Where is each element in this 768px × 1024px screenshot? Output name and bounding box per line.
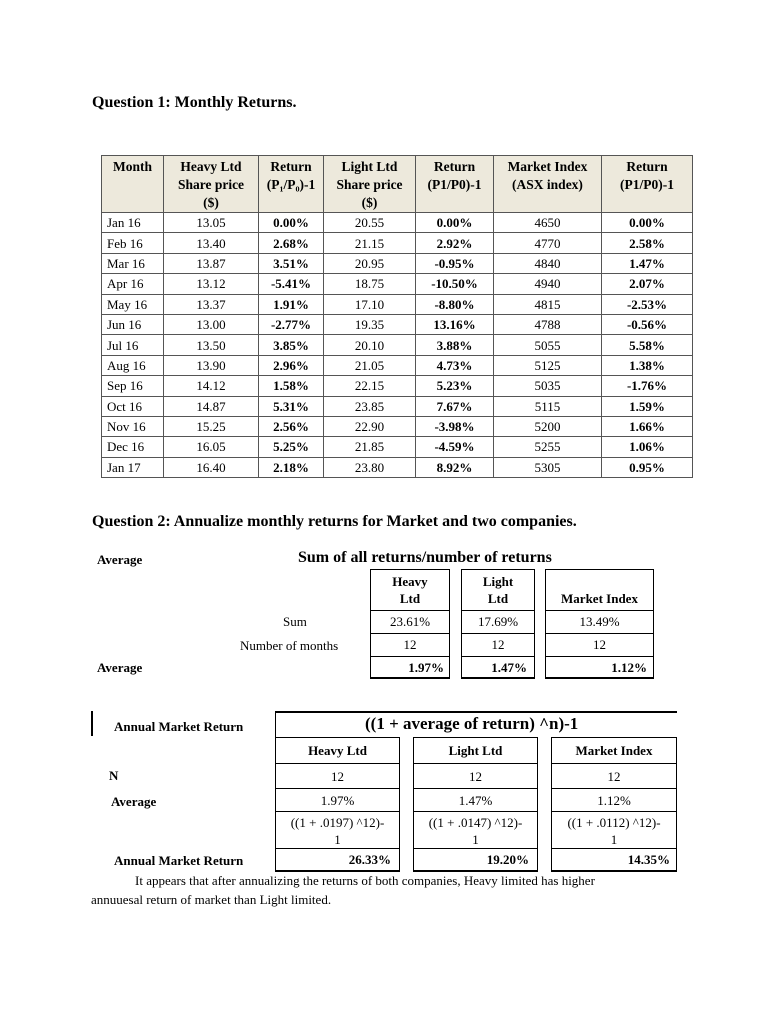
- formula-market-line1: ((1 + .0112) ^12)-: [567, 815, 661, 830]
- table-cell: 3.85%: [259, 335, 324, 355]
- avg-col-heavy: [370, 569, 450, 611]
- annual-average-label: Average: [111, 794, 157, 809]
- table-cell: Sep 16: [102, 376, 164, 396]
- annual-formula-market: [551, 811, 677, 849]
- text-cursor-bar: [91, 711, 93, 736]
- table-cell: 21.15: [324, 233, 416, 253]
- annual-result-light: 19.20%: [413, 848, 538, 872]
- table-cell: 4.73%: [416, 355, 494, 375]
- table-cell: 8.92%: [416, 457, 494, 477]
- table-cell: 5200: [494, 416, 602, 436]
- annual-col-heavy: Heavy Ltd: [275, 737, 400, 764]
- table-cell: 3.51%: [259, 253, 324, 273]
- table-cell: 5.25%: [259, 437, 324, 457]
- table-cell: Oct 16: [102, 396, 164, 416]
- table-cell: 19.35: [324, 314, 416, 334]
- table-cell: 17.10: [324, 294, 416, 314]
- table-cell: 5.58%: [602, 335, 693, 355]
- annual-formula-heavy: [275, 811, 400, 849]
- avg-col-heavy-line1: Heavy: [392, 574, 428, 589]
- formula-heavy-line2: 1: [334, 832, 341, 847]
- table-cell: 1.47%: [602, 253, 693, 273]
- table-row: [102, 437, 693, 457]
- table-row: [102, 376, 693, 396]
- table-cell: 20.10: [324, 335, 416, 355]
- table-cell: 16.05: [164, 437, 259, 457]
- average-formula-title: Sum of all returns/number of returns: [298, 549, 552, 566]
- table-cell: 0.00%: [416, 213, 494, 233]
- annual-avg-heavy: 1.97%: [275, 788, 400, 812]
- table-row: [102, 355, 693, 375]
- table-cell: Feb 16: [102, 233, 164, 253]
- table-cell: 1.58%: [259, 376, 324, 396]
- n-label: N: [109, 768, 119, 783]
- header-col-3-line-0: Light Ltd: [341, 159, 398, 174]
- header-col-2-line-0: Return: [270, 159, 312, 174]
- table-cell: 2.18%: [259, 457, 324, 477]
- table-cell: -1.76%: [602, 376, 693, 396]
- table-row: [102, 253, 693, 273]
- table-cell: -2.77%: [259, 314, 324, 334]
- table-cell: 5.31%: [259, 396, 324, 416]
- table-cell: 14.12: [164, 376, 259, 396]
- table-cell: 5255: [494, 437, 602, 457]
- table-row: [102, 416, 693, 436]
- header-col-1-line-1: Share price: [177, 177, 245, 192]
- table-cell: Jul 16: [102, 335, 164, 355]
- table-cell: 2.07%: [602, 274, 693, 294]
- table-cell: 5035: [494, 376, 602, 396]
- n-light: 12: [413, 763, 538, 789]
- table-cell: 0.00%: [259, 213, 324, 233]
- header-col-1-line-2: ($): [203, 195, 219, 210]
- table-cell: 1.66%: [602, 416, 693, 436]
- header-col-6-line-1: (P1/P0)-1: [620, 177, 674, 192]
- table-cell: 2.92%: [416, 233, 494, 253]
- table-row: [102, 294, 693, 314]
- formula-light-line1: ((1 + .0147) ^12)-: [428, 815, 523, 830]
- n-heavy: 12: [275, 763, 400, 789]
- table-cell: 2.96%: [259, 355, 324, 375]
- formula-market-line2: 1: [610, 832, 618, 847]
- question-1-title: Question 1: Monthly Returns.: [92, 94, 297, 111]
- table-cell: 5125: [494, 355, 602, 375]
- table-row: [102, 396, 693, 416]
- table-cell: Mar 16: [102, 253, 164, 273]
- annual-formula-title: ((1 + average of return) ^n)-1: [365, 714, 579, 733]
- table-cell: 18.75: [324, 274, 416, 294]
- annual-left-rule: [275, 711, 276, 738]
- table-cell: 7.67%: [416, 396, 494, 416]
- table-row: [102, 213, 693, 233]
- table-cell: Dec 16: [102, 437, 164, 457]
- annual-col-market: Market Index: [551, 737, 677, 764]
- table-cell: Aug 16: [102, 355, 164, 375]
- table-cell: 0.95%: [602, 457, 693, 477]
- header-col-3: [324, 156, 416, 213]
- table-cell: 2.58%: [602, 233, 693, 253]
- header-col-4-line-0: Return: [433, 159, 476, 174]
- header-col-4-line-1: (P1/P0)-1: [427, 177, 482, 192]
- sum-light: 17.69%: [461, 610, 535, 634]
- table-cell: 13.12: [164, 274, 259, 294]
- table-cell: 4940: [494, 274, 602, 294]
- table-cell: 22.90: [324, 416, 416, 436]
- conclusion-line-1: It appears that after annualizing the returns of both companies, Heavy limited has higher: [135, 873, 595, 888]
- annual-avg-light: 1.47%: [413, 788, 538, 812]
- header-col-2-line-1: (P₁/P₀)-1: [266, 177, 316, 192]
- table-cell: 2.68%: [259, 233, 324, 253]
- table-cell: 13.90: [164, 355, 259, 375]
- avg-col-light: [461, 569, 535, 611]
- table-row: [102, 457, 693, 477]
- table-row: [102, 274, 693, 294]
- table-cell: 4650: [494, 213, 602, 233]
- average-light: 1.47%: [461, 656, 535, 679]
- table-cell: Jan 17: [102, 457, 164, 477]
- average-market: 1.12%: [545, 656, 654, 679]
- avg-col-light-line2: Ltd: [487, 591, 509, 606]
- table-row: [102, 314, 693, 334]
- sum-market: 13.49%: [545, 610, 654, 634]
- header-col-2: [259, 156, 324, 213]
- table-cell: 16.40: [164, 457, 259, 477]
- table-cell: 4840: [494, 253, 602, 273]
- table-cell: -8.80%: [416, 294, 494, 314]
- header-col-5-line-0: Market Index: [507, 159, 588, 174]
- table-cell: Apr 16: [102, 274, 164, 294]
- table-cell: 13.05: [164, 213, 259, 233]
- table-cell: 3.88%: [416, 335, 494, 355]
- table-cell: 1.91%: [259, 294, 324, 314]
- table-cell: -5.41%: [259, 274, 324, 294]
- table-cell: 0.00%: [602, 213, 693, 233]
- sum-label: Sum: [283, 614, 307, 629]
- table-cell: -3.98%: [416, 416, 494, 436]
- avg-col-heavy-line2: Ltd: [399, 591, 421, 606]
- table-cell: 20.55: [324, 213, 416, 233]
- table-cell: 15.25: [164, 416, 259, 436]
- table-cell: -4.59%: [416, 437, 494, 457]
- conclusion-line-2: annuuesal return of market than Light limited.: [91, 892, 332, 907]
- table-cell: Jun 16: [102, 314, 164, 334]
- header-col-3-line-2: ($): [361, 195, 378, 210]
- n-market: 12: [551, 763, 677, 789]
- annual-formula-light: [413, 811, 538, 849]
- table-cell: 20.95: [324, 253, 416, 273]
- header-col-6: [602, 156, 693, 213]
- months-heavy: 12: [370, 633, 450, 657]
- header-col-1: [164, 156, 259, 213]
- header-col-3-line-1: Share price: [336, 177, 403, 192]
- table-cell: -2.53%: [602, 294, 693, 314]
- table-row: [102, 233, 693, 253]
- table-cell: 5055: [494, 335, 602, 355]
- sum-heavy: 23.61%: [370, 610, 450, 634]
- table-cell: 2.56%: [259, 416, 324, 436]
- table-cell: 14.87: [164, 396, 259, 416]
- table-cell: 21.05: [324, 355, 416, 375]
- annual-top-rule: [275, 711, 677, 713]
- avg-col-light-line1: Light: [482, 574, 514, 589]
- table-cell: 4788: [494, 314, 602, 334]
- table-cell: 21.85: [324, 437, 416, 457]
- header-col-0-line-0: Month: [112, 159, 152, 174]
- table-cell: 5115: [494, 396, 602, 416]
- table-cell: Nov 16: [102, 416, 164, 436]
- table-cell: 13.00: [164, 314, 259, 334]
- table-cell: 23.80: [324, 457, 416, 477]
- annual-label-top: Annual Market Return: [114, 719, 244, 734]
- table-cell: -0.56%: [602, 314, 693, 334]
- annual-result-market: 14.35%: [551, 848, 677, 872]
- table-cell: -0.95%: [416, 253, 494, 273]
- header-col-5: [494, 156, 602, 213]
- table-cell: 13.50: [164, 335, 259, 355]
- annual-result-heavy: 26.33%: [275, 848, 400, 872]
- average-heavy: 1.97%: [370, 656, 450, 679]
- table-cell: 5.23%: [416, 376, 494, 396]
- avg-col-market: Market Index: [545, 569, 654, 611]
- months-label: Number of months: [240, 638, 339, 653]
- table-cell: 1.06%: [602, 437, 693, 457]
- table-cell: 13.87: [164, 253, 259, 273]
- table-cell: 4815: [494, 294, 602, 314]
- header-col-4: [416, 156, 494, 213]
- formula-heavy-line1: ((1 + .0197) ^12)-: [290, 815, 385, 830]
- header-col-1-line-0: Heavy Ltd: [180, 159, 242, 174]
- months-market: 12: [545, 633, 654, 657]
- table-cell: 13.40: [164, 233, 259, 253]
- annual-col-light: Light Ltd: [413, 737, 538, 764]
- table-cell: 13.16%: [416, 314, 494, 334]
- monthly-returns-table: [101, 155, 693, 478]
- months-light: 12: [461, 633, 535, 657]
- table-cell: 13.37: [164, 294, 259, 314]
- header-col-6-line-0: Return: [626, 159, 668, 174]
- header-col-5-line-1: (ASX index): [512, 177, 583, 192]
- table-row: [102, 335, 693, 355]
- average-heading-label: Average: [97, 552, 143, 567]
- table-cell: 4770: [494, 233, 602, 253]
- average-row-label: Average: [97, 660, 143, 675]
- table-cell: 1.38%: [602, 355, 693, 375]
- table-cell: 23.85: [324, 396, 416, 416]
- question-2-title: Question 2: Annualize monthly returns for Market and two companies.: [92, 513, 577, 530]
- header-col-0: [102, 156, 164, 213]
- table-header-row: [102, 156, 693, 213]
- annual-avg-market: 1.12%: [551, 788, 677, 812]
- table-cell: 5305: [494, 457, 602, 477]
- table-cell: 1.59%: [602, 396, 693, 416]
- table-body: [102, 213, 693, 478]
- annual-result-label: Annual Market Return: [114, 853, 244, 868]
- formula-light-line2: 1: [472, 832, 479, 847]
- table-cell: Jan 16: [102, 213, 164, 233]
- table-cell: -10.50%: [416, 274, 494, 294]
- table-cell: 22.15: [324, 376, 416, 396]
- table-cell: May 16: [102, 294, 164, 314]
